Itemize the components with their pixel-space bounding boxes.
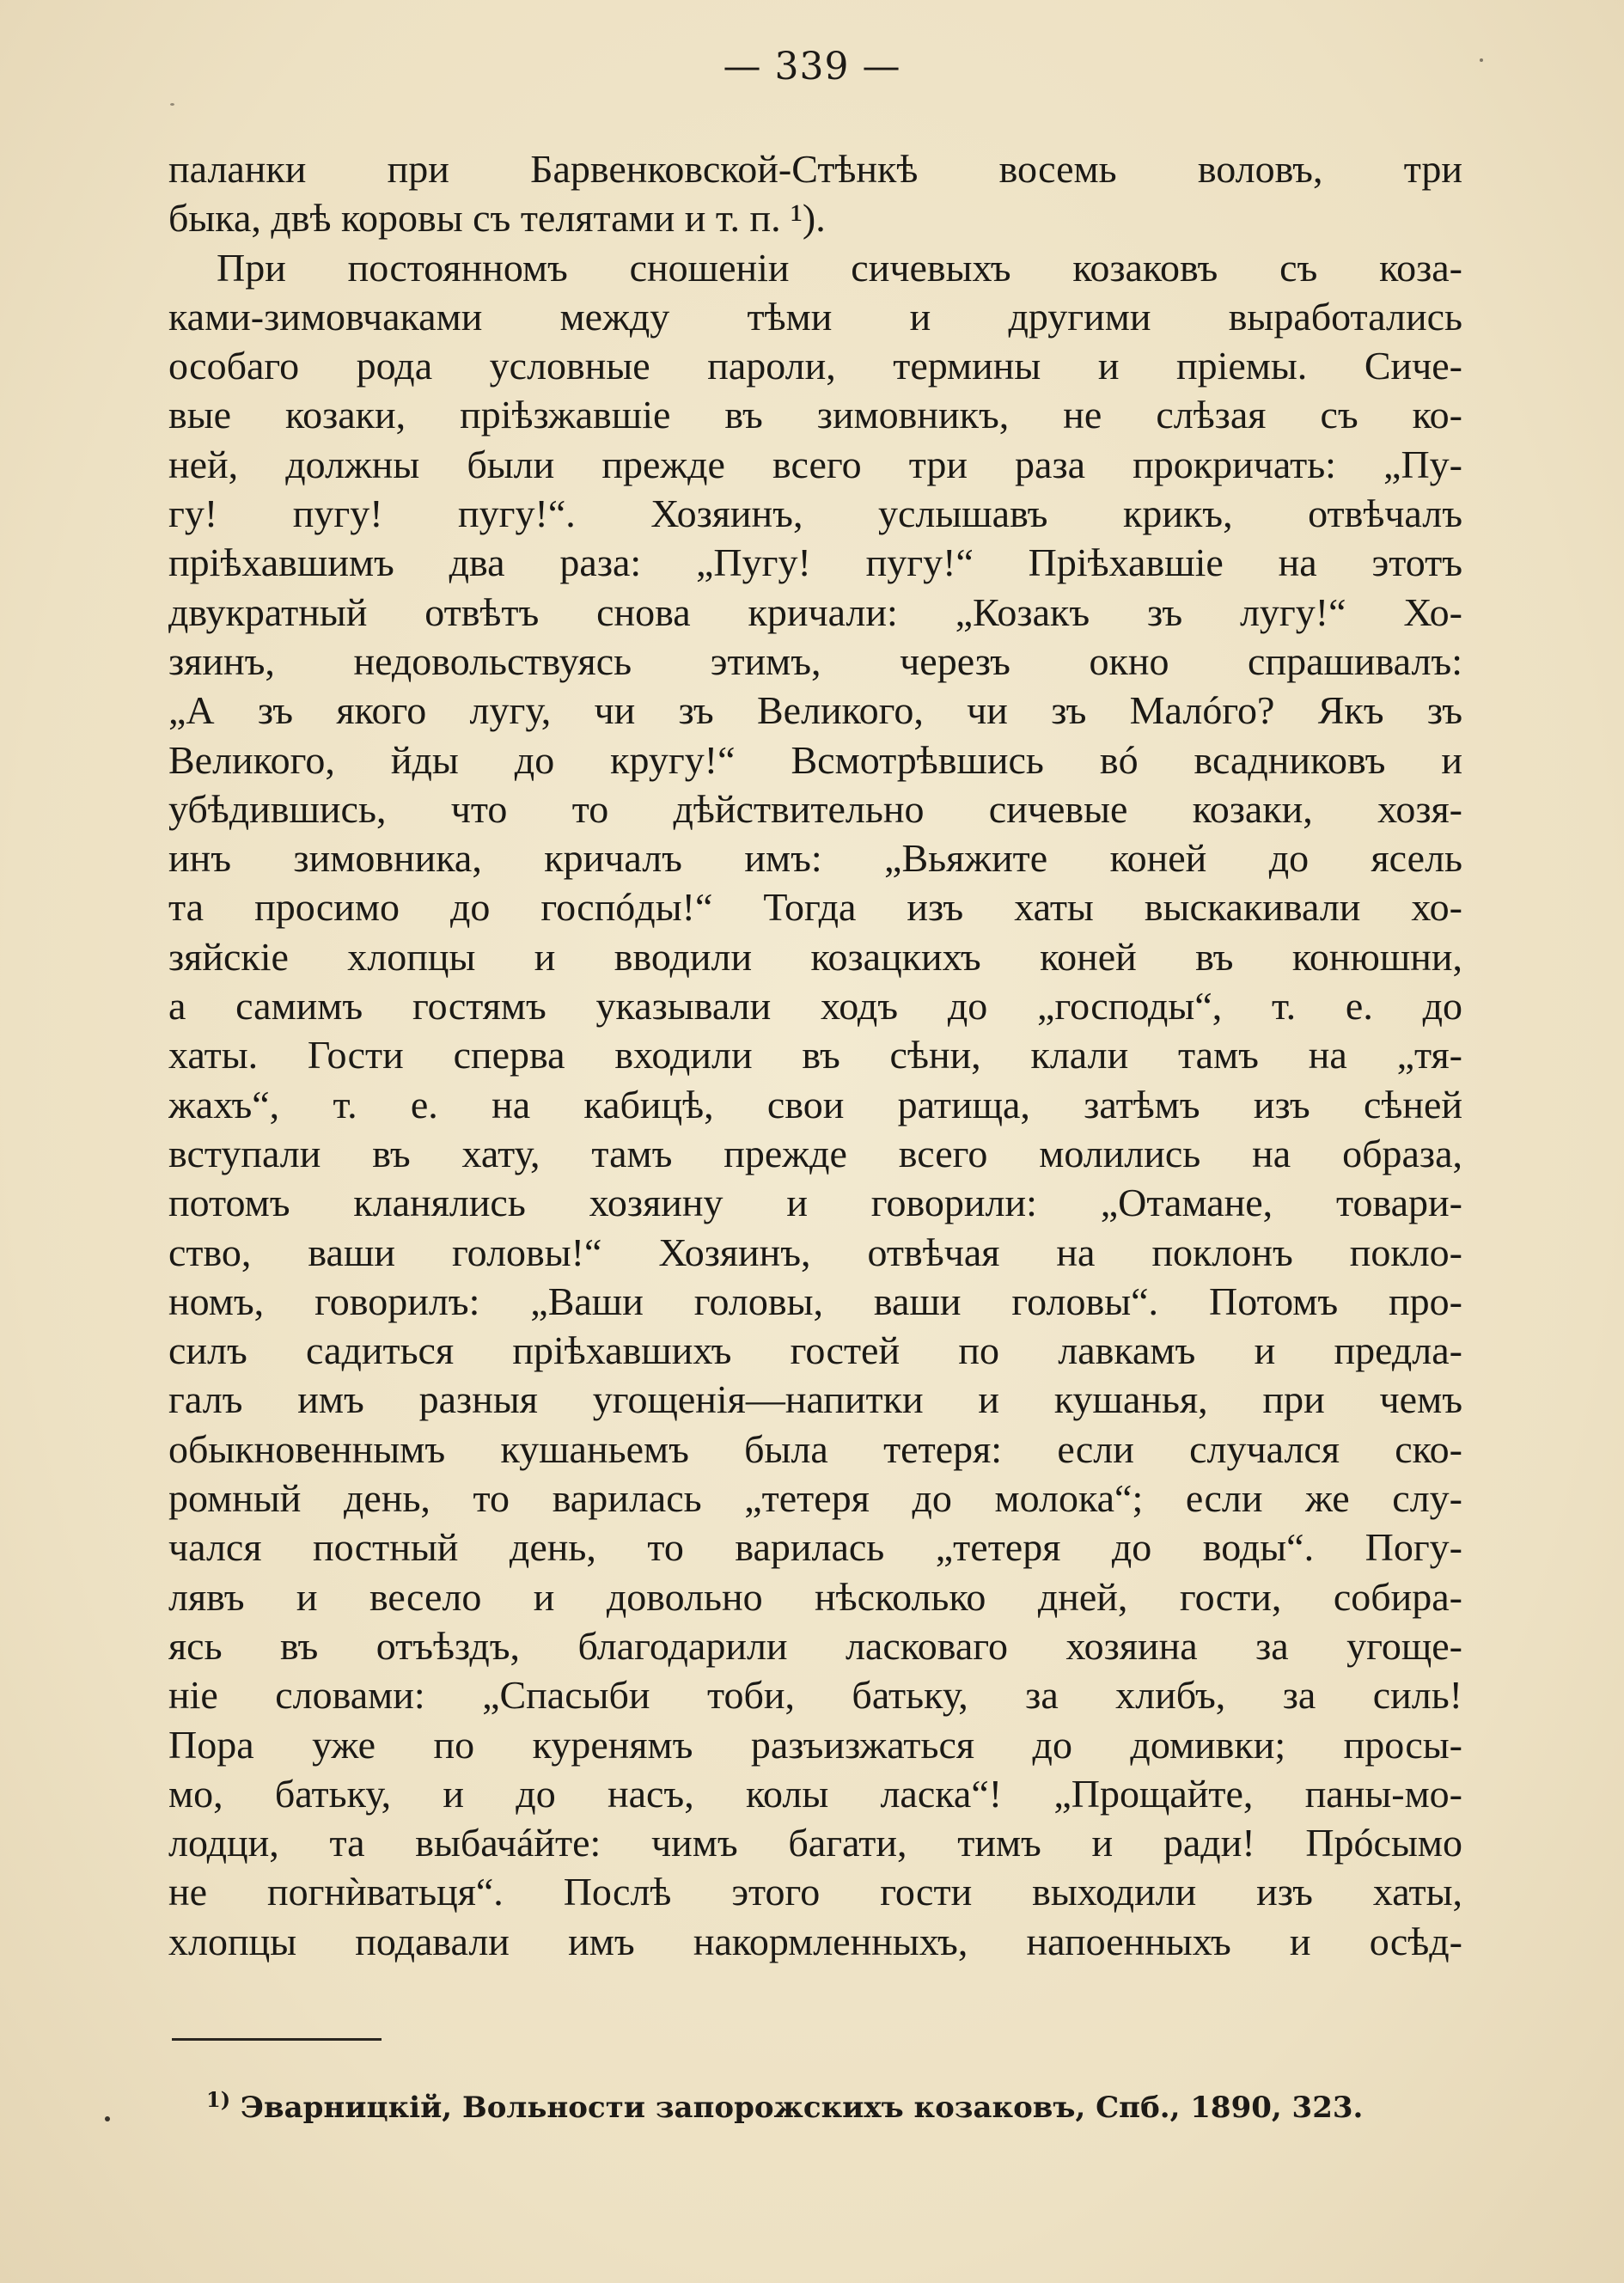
text-line: пріѣхавшимъ два раза: „Пугу! пугу!“ Пріѣхавшіе на этотъ [168,540,1462,585]
body-text [168,144,1462,1966]
text-line: паланки при Барвенковской-Стѣнкѣ восемь воловъ, три [168,147,1462,191]
text-line: гу! пугу! пугу!“. Хозяинъ, услышавъ крикъ, отвѣчалъ [168,491,1462,536]
page-number: — 339 — [723,45,901,89]
text-line: хлопцы подавали имъ накормленныхъ, напоенныхъ и осѣд- [168,1919,1462,1963]
footnote-divider [172,2038,382,2041]
text-line: вступали въ хату, тамъ прежде всего молились на образа, [168,1131,1462,1175]
text-line: галъ имъ разныя угощенія—напитки и кушанья, при чемъ [168,1377,1462,1422]
text-line: ней, должны были прежде всего три раза прокричать: „Пу- [168,442,1462,486]
text-line: лявъ и весело и довольно нѣсколько дней, гости, собира- [168,1574,1462,1619]
text-line: чался постный день, то варилась „тетеря до воды“. Погу- [168,1525,1462,1570]
print-speck [105,2116,110,2121]
text-line: двукратный отвѣтъ снова кричали: „Козакъ зъ лугу!“ Хо- [168,589,1462,634]
text-line: хаты. Гости сперва входили въ сѣни, клали тамъ на „тя- [168,1033,1462,1077]
print-speck [170,103,174,106]
text-line: лодци, та выбачáйте: чимъ багати, тимъ и ради! Прóсымо [168,1821,1462,1865]
print-speck [1480,58,1483,62]
text-line: инъ зимовника, кричалъ имъ: „Вьяжите коней до ясель [168,836,1462,881]
text-line: „А зъ якого лугу, чи зъ Великого, чи зъ Малóго? Якъ зъ [168,688,1462,733]
text-line: обыкновеннымъ кушаньемъ была тетеря: если случался ско- [168,1426,1462,1471]
text-line: ками-зимовчаками между тѣми и другими выработались [168,294,1462,339]
text-line: номъ, говорилъ: „Ваши головы, ваши головы“. Потомъ про- [168,1279,1462,1323]
text-line: убѣдившись, что то дѣйствительно сичевые козаки, хозя- [168,786,1462,831]
text-line: вые козаки, пріѣзжавшіе въ зимовникъ, не слѣзая съ ко- [168,393,1462,437]
footnote-mark: 1) [206,2087,231,2112]
text-line: ніе словами: „Спасыби тоби, батьку, за хлибъ, за силь! [168,1673,1462,1718]
text-line: ромный день, то варилась „тетеря до молока“; если же слу- [168,1476,1462,1521]
text-line: а самимъ гостямъ указывали ходъ до „господы“, т. е. до [168,984,1462,1029]
text-line: силъ садиться пріѣхавшихъ гостей по лавкамъ и предла- [168,1328,1462,1373]
footnote [206,2087,1364,2125]
text-line: быка, двѣ коровы съ телятами и т. п. ¹). [168,196,826,241]
text-line: жахъ“, т. е. на кабицѣ, свои ратища, затѣмъ изъ сѣней [168,1082,1462,1126]
text-line: потомъ кланялись хозяину и говорили: „Отамане, товари- [168,1181,1462,1225]
text-line: Великого, йды до кругу!“ Всмотрѣвшись вó всадниковъ и [168,737,1462,782]
text-line: При постоянномъ сношеніи сичевыхъ козаковъ съ коза- [217,245,1462,290]
footnote-text: Эварницкій, Вольности запорожскихъ козаковъ, Спб., 1890, 323. [240,2091,1364,2125]
text-line: не погнѝватьця“. Послѣ этого гости выходили изъ хаты, [168,1870,1462,1914]
text-line: Пора уже по куренямъ разъизжаться до домивки; просы- [168,1722,1462,1767]
text-line: ство, ваши головы!“ Хозяинъ, отвѣчая на поклонъ покло- [168,1230,1462,1274]
text-line: ясь въ отъѣздъ, благодарили ласковаго хозяина за угоще- [168,1623,1462,1668]
text-line: мо, батьку, и до насъ, колы ласка“! „Прощайте, паны-мо- [168,1771,1462,1816]
text-line: особаго рода условные пароли, термины и пріемы. Сиче- [168,344,1462,388]
text-line: зяинъ, недовольствуясь этимъ, черезъ окно спрашивалъ: [168,638,1462,683]
text-line: та просимо до госпóды!“ Тогда изъ хаты выскакивали хо- [168,885,1462,930]
text-line: зяйскіе хлопцы и вводили козацкихъ коней въ конюшни, [168,934,1462,979]
